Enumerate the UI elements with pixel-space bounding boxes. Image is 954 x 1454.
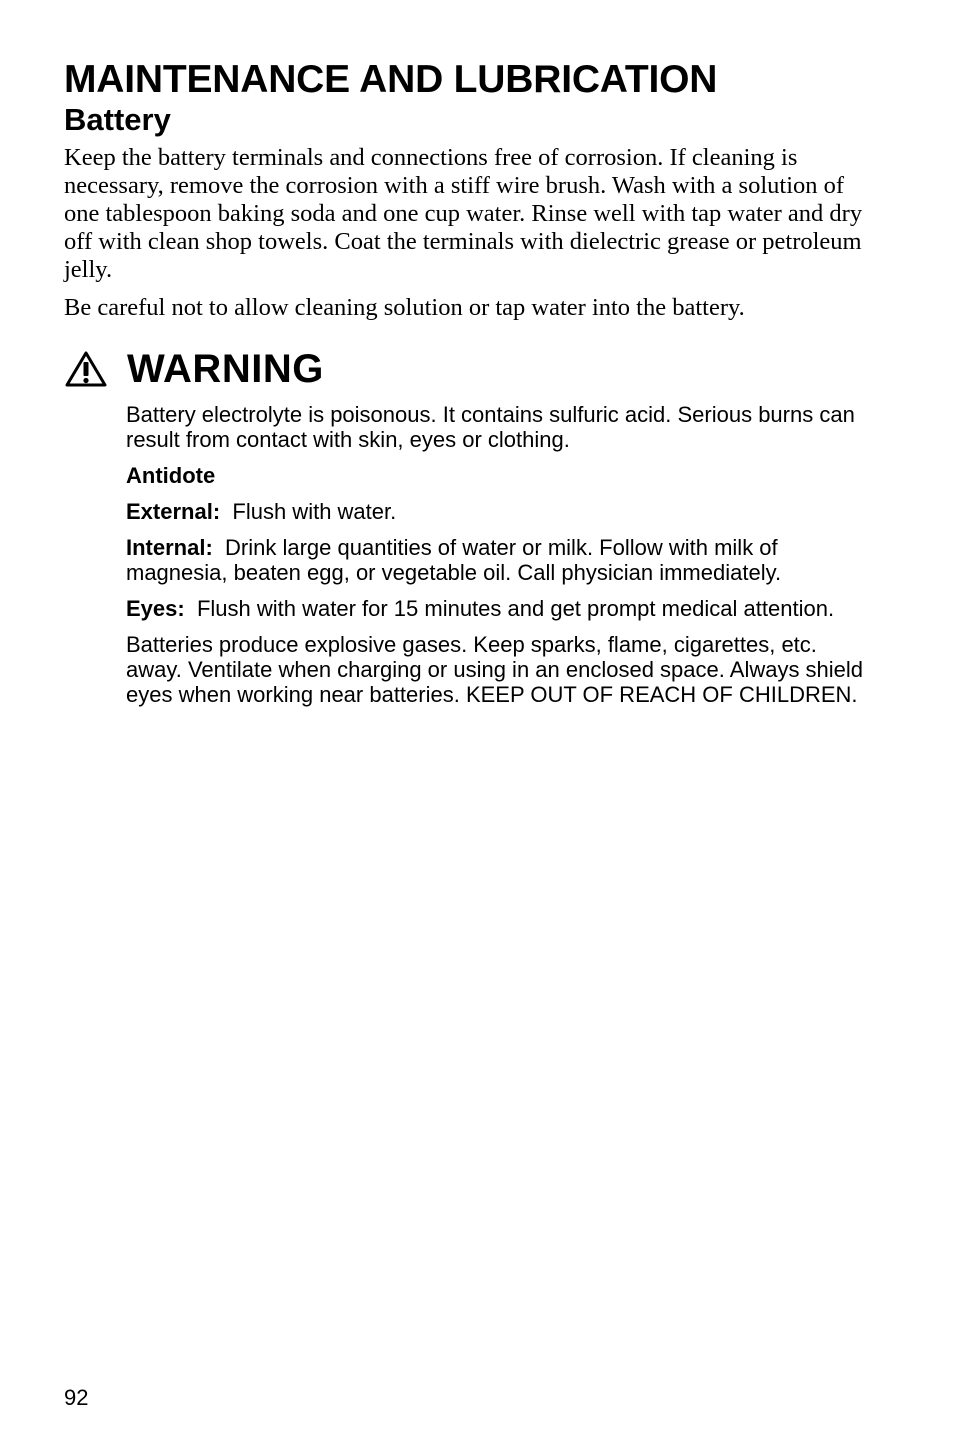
- page-number: 92: [64, 1385, 89, 1410]
- warning-title: WARNING: [127, 347, 324, 391]
- antidote-internal: [126, 535, 874, 585]
- battery-caution-paragraph: Be careful not to allow cleaning solution or tap water into the battery.: [64, 294, 745, 321]
- warning-header: [64, 344, 874, 394]
- warning-block: [64, 344, 874, 707]
- internal-text: Drink large quantities of water or milk. Follow with milk of magnesia, beaten egg, or vegetable oil. Call physician immediately.: [126, 535, 782, 585]
- section-title: MAINTENANCE AND LUBRICATION: [64, 58, 718, 101]
- eyes-label: Eyes:: [126, 596, 185, 621]
- external-label: External:: [126, 499, 221, 524]
- warning-triangle-icon: [65, 351, 107, 387]
- eyes-text: Flush with water for 15 minutes and get prompt medical attention.: [196, 596, 835, 621]
- external-text: Flush with water.: [232, 499, 397, 524]
- warning-body: [126, 402, 874, 707]
- warning-intro: Battery electrolyte is poisonous. It contains sulfuric acid. Serious burns can result from contact with skin, eyes or clothing.: [126, 402, 855, 452]
- subsection-title: Battery: [64, 102, 171, 137]
- page-content: [64, 58, 874, 718]
- antidote-eyes: [126, 596, 874, 621]
- antidote-heading: Antidote: [126, 463, 216, 488]
- internal-label: Internal:: [126, 535, 213, 560]
- antidote-external: [126, 499, 874, 524]
- warning-closing: Batteries produce explosive gases. Keep sparks, flame, cigarettes, etc. away. Ventilate when charging or using in an enclosed space. Always shield eyes when working near batteries. KEEP OUT OF REACH OF CHILDREN.: [126, 632, 864, 707]
- battery-care-paragraph: Keep the battery terminals and connections free of corrosion. If cleaning is necessary, remove the corrosion with a stiff wire brush. Wash with a solution of one tablespoon baking soda and one cup water. Rinse well with tap water and dry off with clean shop towels. Coat the terminals with dielectric grease or petroleum jelly.: [64, 144, 863, 283]
